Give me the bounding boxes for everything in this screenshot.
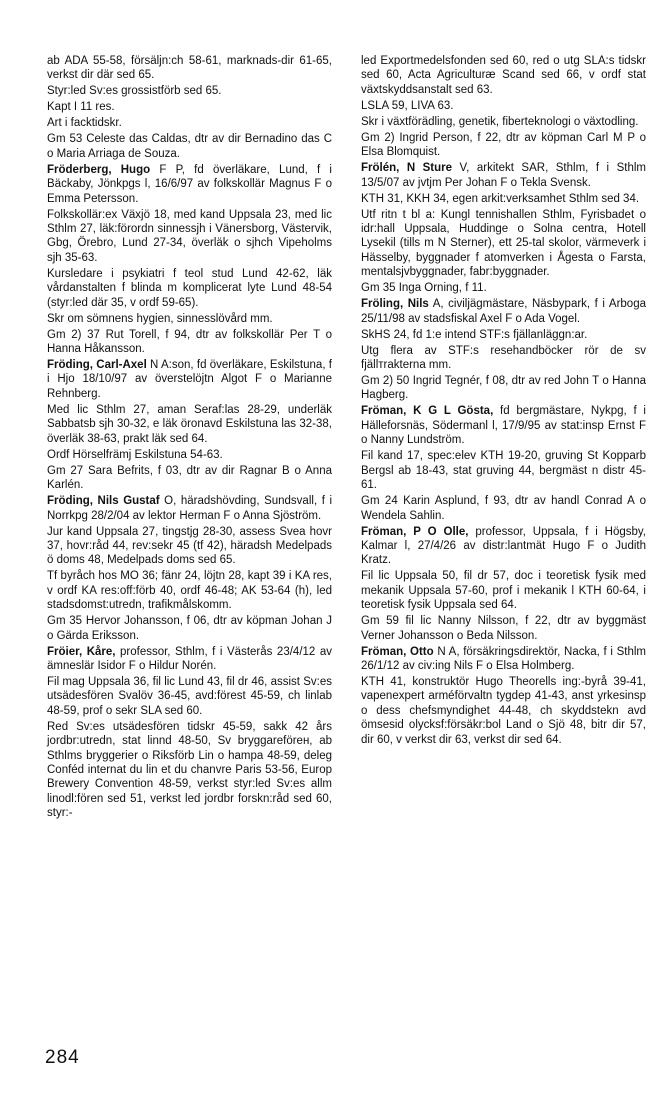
entry-text: Gm 35 Inga Orning, f 11. bbox=[361, 282, 487, 295]
entry-name: Fröman, P O Olle, bbox=[361, 525, 469, 538]
biography-paragraph bbox=[47, 84, 332, 98]
entry-text: F P, fd överläkare, Lund, f i Bäckaby, Jönkpgs l, 16/6/97 av folkskollär Magnus F o Emma Petersson. bbox=[47, 163, 332, 205]
biography-paragraph bbox=[47, 448, 332, 462]
biography-paragraph bbox=[361, 208, 646, 280]
biography-paragraph bbox=[361, 569, 646, 612]
right-column bbox=[361, 54, 646, 749]
entry-text: professor, Sthlm, f i Västerås 23/4/12 av ämneslär Isidor F o Hildur Norén. bbox=[47, 645, 332, 672]
entry-name: Fröling, Nils bbox=[361, 298, 429, 311]
biography-paragraph bbox=[361, 675, 646, 747]
left-column bbox=[47, 54, 332, 822]
entry-text: Skr om sömnens hygien, sinnesslövård mm. bbox=[47, 312, 273, 325]
entry-text: KTH 41, konstruktör Hugo Theorells ing:-byrå 39-41, vapenexpert arméförvaltn tygdep 41-43, anst yrkesinsp o dess chefsmyndighet 44-48, ch skyddstekn avd ömsesid olycksf:försäkr:bol Land o Sjö 48, bitr dir 57, dir 60, v verkst dir 63, verkst dir sed 64. bbox=[361, 675, 646, 746]
entry-text: Gm 53 Celeste das Caldas, dtr av dir Bernadino das C o Maria Arriaga de Souza. bbox=[47, 133, 332, 160]
biography-paragraph bbox=[361, 131, 646, 160]
entry-name: Fröman, K G L Gösta, bbox=[361, 405, 494, 418]
entry-text: Fil mag Uppsala 36, fil lic Lund 43, fil dr 46, assist Sv:es utsädesfören Svalöv 36-45, avd:förest 45-59, ch linlab 48-59, prof o sekr SLA sed 60. bbox=[47, 675, 332, 717]
biography-paragraph bbox=[47, 116, 332, 130]
entry-text: Med lic Sthlm 27, aman Seraf:las 28-29, underläk Sabbatsb sjh 30-32, e läk öronavd Eskilstuna las 32-38, överläk 38-63, prakt läk sed 64. bbox=[47, 403, 332, 445]
entry-text: Fil lic Uppsala 50, fil dr 57, doc i teoretisk fysik med mekanik Uppsala 57-60, prof i mekanik l KTH 60-64, i teoretisk fysik Uppsala sed 64. bbox=[361, 570, 646, 612]
entry-text: Fil kand 17, spec:elev KTH 19-20, gruving St Kopparb Bergsl ab 18-43, stat gruving 44, bergmäst n distr 45-61. bbox=[361, 450, 646, 492]
biography-paragraph bbox=[361, 115, 646, 129]
biography-paragraph bbox=[361, 281, 646, 295]
entry-text: N A, försäkringsdirektör, Nacka, f i Sthlm 26/1/12 av civ:ing Nils F o Elsa Holmberg. bbox=[361, 645, 646, 672]
biography-paragraph bbox=[361, 374, 646, 403]
biography-paragraph bbox=[47, 720, 332, 821]
entry-text: Tf byråch hos MO 36; fänr 24, löjtn 28, kapt 39 i KA res, v ordf KA res:off:förb 40, ordf 46-48; AK 53-64 (h), led stadsdomst:utredn, trafikmålskomm. bbox=[47, 570, 332, 612]
biography-paragraph bbox=[361, 328, 646, 342]
biography-entry bbox=[47, 163, 332, 206]
biography-paragraph bbox=[47, 464, 332, 493]
entry-text: led Exportmedelsfonden sed 60, red o utg SLA:s tidskr sed 60, Acta Agriculturæ Scand sed 66, v ordf stat växtskyddsanstalt sed 63. bbox=[361, 55, 646, 96]
entry-name: Fröderberg, Hugo bbox=[47, 163, 151, 176]
biography-paragraph bbox=[47, 100, 332, 114]
entry-text: Gm 2) 50 Ingrid Tegnér, f 08, dtr av red John T o Hanna Hagberg. bbox=[361, 375, 646, 402]
entry-text: Gm 59 fil lic Nanny Nilsson, f 22, dtr av byggmäst Verner Johansson o Beda Nilsson. bbox=[361, 615, 646, 642]
entry-text: Kapt I 11 res. bbox=[47, 101, 115, 114]
biography-paragraph bbox=[361, 54, 646, 97]
entry-text: Utf ritn t bl a: Kungl tennishallen Sthlm, Fyrisbadet o idr:hall Uppsala, Huddinge o Solna centra, Hotell Lysekil (tills m N Sterner), ett 25-tal skolor, värmeverk i Hässelby, byggnader f atomverken i Ågesta o Farsta, mentalsjvbyggnader, fabr:byggnader. bbox=[361, 208, 646, 279]
entry-text: A, civiljägmästare, Näsbypark, f i Arboga 25/11/98 av stadsfiskal Axel F o Ada Vogel. bbox=[361, 298, 646, 325]
biography-entry bbox=[361, 161, 646, 190]
page-number: 284 bbox=[45, 1047, 80, 1068]
entry-text: Red Sv:es utsädesfören tidskr 45-59, sakk 42 års jordbr:utredn, stat linnd 48-50, Sv bryggareförен, ab Sthlms bryggerier o Riksförb Lin o hampa 48-59, deleg Conféd internat du lin et du chanvre Paris 53-56, Europ Brewery Convention 48-59, verkst styr:led Sv:es allm linodl:fören sed 51, verkst led jordbr forskn:råd sed 60, styr:- bbox=[47, 720, 332, 820]
entry-text: Skr i växtförädling, genetik, fiberteknologi o växtodling. bbox=[361, 115, 639, 128]
entry-text: fd bergmästare, Nykpg, f i Hälleforsnäs, Södermanl l, 17/9/95 av stat:insp Ernst F o Nanny Lundström. bbox=[361, 405, 646, 447]
entry-text: Art i facktidskr. bbox=[47, 117, 122, 130]
biography-paragraph bbox=[361, 344, 646, 373]
entry-text: Gm 24 Karin Asplund, f 93, dtr av handl Conrad A o Wendela Sahlin. bbox=[361, 495, 646, 522]
entry-name: Fröding, Nils Gustaf bbox=[47, 495, 160, 508]
biography-paragraph bbox=[47, 525, 332, 568]
entry-text: O, häradshövding, Sundsvall, f i Norrkpg 28/2/04 av lektor Herman F o Anna Sjöström. bbox=[47, 495, 332, 522]
entry-text: Gm 27 Sara Befrits, f 03, dtr av dir Ragnar B o Anna Karlén. bbox=[47, 464, 332, 492]
entry-text: professor, Uppsala, f i Högsby, Kalmar l, 27/4/26 av distr:lantmät Hugo F o Judith Kratz. bbox=[361, 525, 646, 567]
biography-entry bbox=[47, 358, 332, 401]
biography-paragraph bbox=[47, 614, 332, 643]
biography-paragraph bbox=[47, 328, 332, 357]
entry-text: Jur kand Uppsala 27, tingstjg 28-30, assess Svea hovr 37, hovr:råd 44, rev:sekr 45 (tf 42), häradsh Medelpads ö doms 48, Medelpads doms sed 65. bbox=[47, 525, 332, 567]
entry-text: Ordf Hörselfrämj Eskilstuna 54-63. bbox=[47, 448, 223, 461]
biography-entry bbox=[361, 404, 646, 447]
biography-paragraph bbox=[361, 614, 646, 643]
entry-text: Utg flera av STF:s resehandböcker rör de sv fjällтrakterna mm. bbox=[361, 344, 646, 372]
biography-entry bbox=[361, 525, 646, 568]
biography-paragraph bbox=[47, 312, 332, 326]
entry-name: Fröman, Otto bbox=[361, 645, 434, 658]
entry-name: Fröier, Kåre, bbox=[47, 645, 116, 658]
biography-entry bbox=[47, 494, 332, 523]
entry-text: Folkskollär:ex Växjö 18, med kand Uppsala 23, med lic Sthlm 27, läk:förordn sinnessjh i Vänersborg, Västervik, Gbg, Örebro, Lund 27-34, överläk o sjhch Vipeholms sjh 35-63. bbox=[47, 208, 332, 264]
biography-paragraph bbox=[47, 569, 332, 612]
entry-text: Styr:led Sv:es grossistförb sed 65. bbox=[47, 85, 222, 98]
entry-text: LSLA 59, LIVA 63. bbox=[361, 99, 454, 112]
biography-paragraph bbox=[47, 54, 332, 83]
biography-entry bbox=[361, 645, 646, 674]
biography-paragraph bbox=[47, 403, 332, 446]
entry-text: Gm 35 Hervor Johansson, f 06, dtr av köpman Johan J o Gärda Eriksson. bbox=[47, 615, 332, 642]
biography-paragraph bbox=[361, 494, 646, 523]
biography-paragraph bbox=[47, 208, 332, 266]
entry-text: N A:son, fd överläkare, Eskilstuna, f i Hjo 18/10/97 av överstelöjtn Algot F o Marianne Rehnberg. bbox=[47, 359, 332, 400]
entry-name: Fröding, Carl-Axel bbox=[47, 359, 147, 372]
biography-paragraph bbox=[361, 192, 646, 206]
entry-text: Gm 2) 37 Rut Torell, f 94, dtr av folkskollär Per T o Hanna Håkansson. bbox=[47, 328, 332, 356]
biography-paragraph bbox=[361, 449, 646, 492]
biography-paragraph bbox=[361, 99, 646, 113]
entry-text: V, arkitekt SAR, Sthlm, f i Sthlm 13/5/07 av jvtjm Per Johan F o Tekla Svensk. bbox=[361, 162, 646, 189]
biography-entry bbox=[361, 297, 646, 326]
entry-text: Gm 2) Ingrid Person, f 22, dtr av köpman Carl M P o Elsa Blomquist. bbox=[361, 131, 646, 159]
biography-entry bbox=[47, 645, 332, 674]
entry-text: Kursledare i psykiatri f teol stud Lund 42-62, läk vårdanstalten f blinda m komplicerat lyte Lund 48-54 (styr:led där 35, v ordf 59-65). bbox=[47, 267, 332, 309]
entry-name: Frölén, N Sture bbox=[361, 162, 453, 175]
biography-paragraph bbox=[47, 675, 332, 718]
biography-paragraph bbox=[47, 267, 332, 310]
biography-paragraph bbox=[47, 132, 332, 161]
entry-text: SkHS 24, fd 1:e intend STF:s fjällanläggn:ar. bbox=[361, 328, 588, 341]
entry-text: ab ADA 55-58, försäljn:ch 58-61, marknads-dir 61-65, verkst dir där sed 65. bbox=[47, 55, 332, 82]
entry-text: KTH 31, KKH 34, egen arkit:verksamhet Sthlm sed 34. bbox=[361, 192, 640, 205]
